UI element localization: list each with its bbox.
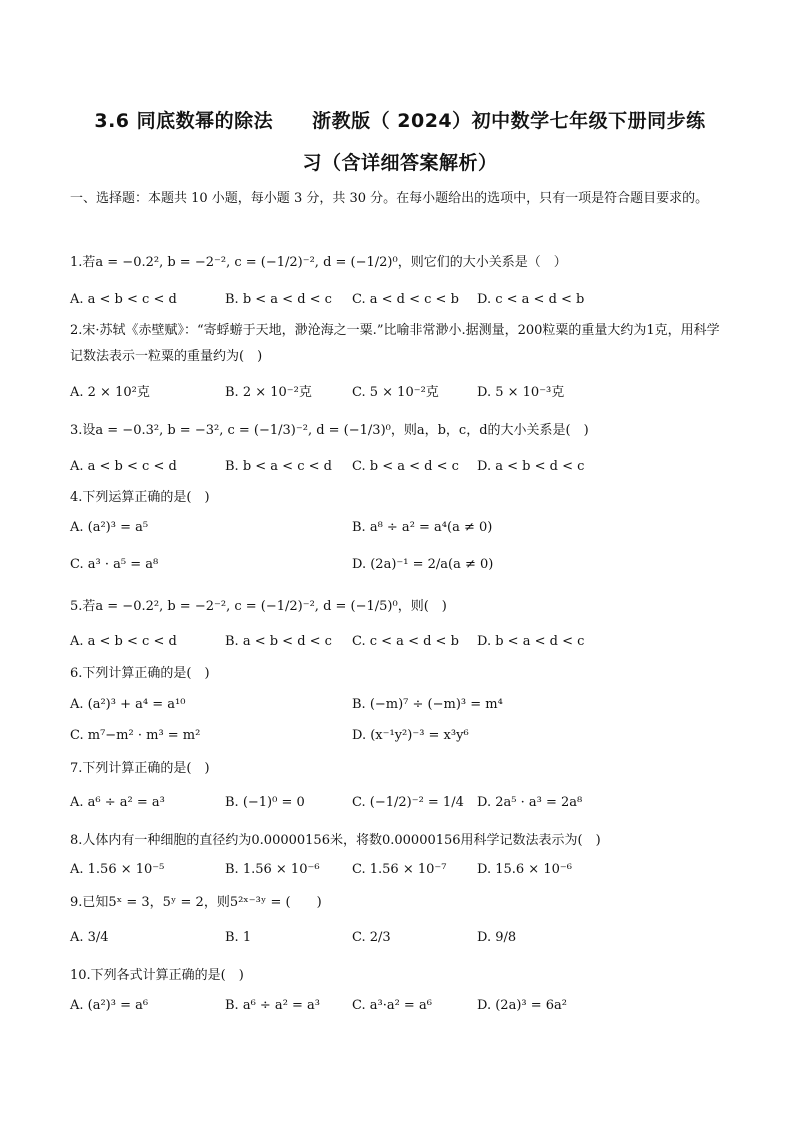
option-a: A. (a²)³ = a⁶ [70,998,149,1013]
option-a: A. 2 × 10²克 [70,385,150,400]
question-6-stem [70,661,730,687]
option-d: D. 9/8 [477,930,517,945]
option-c: C. a³ · a⁵ = a⁸ [70,557,159,572]
option-d: D. 2a⁵ · a³ = 2a⁸ [477,795,583,810]
option-a: A. (a²)³ = a⁵ [70,520,149,535]
option-b: B. a⁸ ÷ a² = a⁴(a ≠ 0) [352,520,493,535]
question-8-options [70,858,730,882]
question-4-options-row-1 [70,516,730,540]
option-b: B. a⁶ ÷ a² = a³ [225,998,321,1013]
question-10-stem [70,963,730,989]
question-text: 4.下列运算正确的是( ) [70,490,210,505]
option-c: C. a < d < c < b [352,292,459,307]
question-text: 5.若a = −0.2², b = −2⁻², c = (−1/2)⁻², d = (−1/5)⁰，则( ) [70,599,447,614]
option-d: D. (2a)³ = 6a² [477,998,567,1013]
question-8-stem [70,828,730,854]
question-7-stem [70,756,730,782]
option-c: C. a³·a² = a⁶ [352,998,432,1013]
question-2-stem [70,318,730,370]
option-d: D. (2a)⁻¹ = 2/a(a ≠ 0) [352,557,494,572]
question-3-options [70,455,730,479]
question-text: 9.已知5ˣ = 3，5ʸ = 2，则5²ˣ⁻³ʸ = ( ) [70,895,322,910]
question-text: 10.下列各式计算正确的是( ) [70,968,244,983]
title-line-2: 习（含详细答案解析） [302,152,498,174]
question-text: 6.下列计算正确的是( ) [70,666,210,681]
option-d: D. 5 × 10⁻³克 [477,385,565,400]
option-c: C. b < a < d < c [352,459,459,474]
question-6-options-row-2 [70,724,730,748]
question-2-options [70,381,730,405]
option-c: C. 5 × 10⁻²克 [352,385,439,400]
question-text: 3.设a = −0.3², b = −3², c = (−1/3)⁻², d = (−1/3)⁰，则a，b，c，d的大小关系是( ) [70,423,589,438]
question-9-options [70,926,730,950]
option-c: C. c < a < d < b [352,634,459,649]
question-10-options [70,994,730,1018]
option-a: A. a < b < c < d [70,459,177,474]
option-a: A. (a²)³ + a⁴ = a¹⁰ [70,697,186,712]
option-a: A. 3/4 [70,930,109,945]
option-a: A. a < b < c < d [70,634,177,649]
document-title [70,100,730,184]
question-text: 7.下列计算正确的是( ) [70,761,210,776]
option-b: B. (−1)⁰ = 0 [225,795,305,810]
option-b: B. a < b < d < c [225,634,332,649]
option-c: C. m⁷−m² · m³ = m² [70,728,201,743]
option-c: C. 1.56 × 10⁻⁷ [352,862,447,877]
question-5-options [70,630,730,654]
option-d: D. c < a < d < b [477,292,585,307]
question-6-options-row-1 [70,693,730,717]
option-b: B. b < a < c < d [225,459,332,474]
option-c: C. 2/3 [352,930,391,945]
option-b: B. 1 [225,930,252,945]
option-c: C. (−1/2)⁻² = 1/4 [352,795,464,810]
option-a: A. a < b < c < d [70,292,177,307]
question-1-stem [70,250,730,276]
option-b: B. 1.56 × 10⁻⁶ [225,862,320,877]
option-d: D. 15.6 × 10⁻⁶ [477,862,572,877]
question-3-stem [70,418,730,444]
option-b: B. 2 × 10⁻²克 [225,385,312,400]
option-d: D. b < a < d < c [477,634,585,649]
question-text: 2.宋·苏轼《赤壁赋》：“寄蜉蝣于天地，渺沧海之一粟.”比喻非常渺小.据测量，200粒粟的重量大约为1克，用科学记数法表示一粒粟的重量约为( ) [70,323,720,364]
question-1-options [70,288,730,312]
question-text: 8.人体内有一种细胞的直径约为0.00000156米，将数0.00000156用科学记数法表示为( ) [70,833,601,848]
option-b: B. b < a < d < c [225,292,332,307]
question-5-stem [70,594,730,620]
option-a: A. 1.56 × 10⁻⁵ [70,862,165,877]
title-line-1: 3.6 同底数幂的除法 浙教版（ 2024）初中数学七年级下册同步练 [94,110,706,132]
question-4-stem [70,485,730,511]
option-b: B. (−m)⁷ ÷ (−m)³ = m⁴ [352,697,503,712]
question-4-options-row-2 [70,553,730,577]
question-text: 1.若a = −0.2², b = −2⁻², c = (−1/2)⁻², d = (−1/2)⁰，则它们的大小关系是（ ） [70,255,567,270]
option-a: A. a⁶ ÷ a² = a³ [70,795,165,810]
question-7-options [70,791,730,815]
option-d: D. (x⁻¹y²)⁻³ = x³y⁶ [352,728,469,743]
question-9-stem [70,890,730,916]
option-d: D. a < b < d < c [477,459,585,474]
section-header: 一、选择题：本题共 10 小题，每小题 3 分，共 30 分。在每小题给出的选项中，只有一项是符合题目要求的。 [70,191,709,206]
